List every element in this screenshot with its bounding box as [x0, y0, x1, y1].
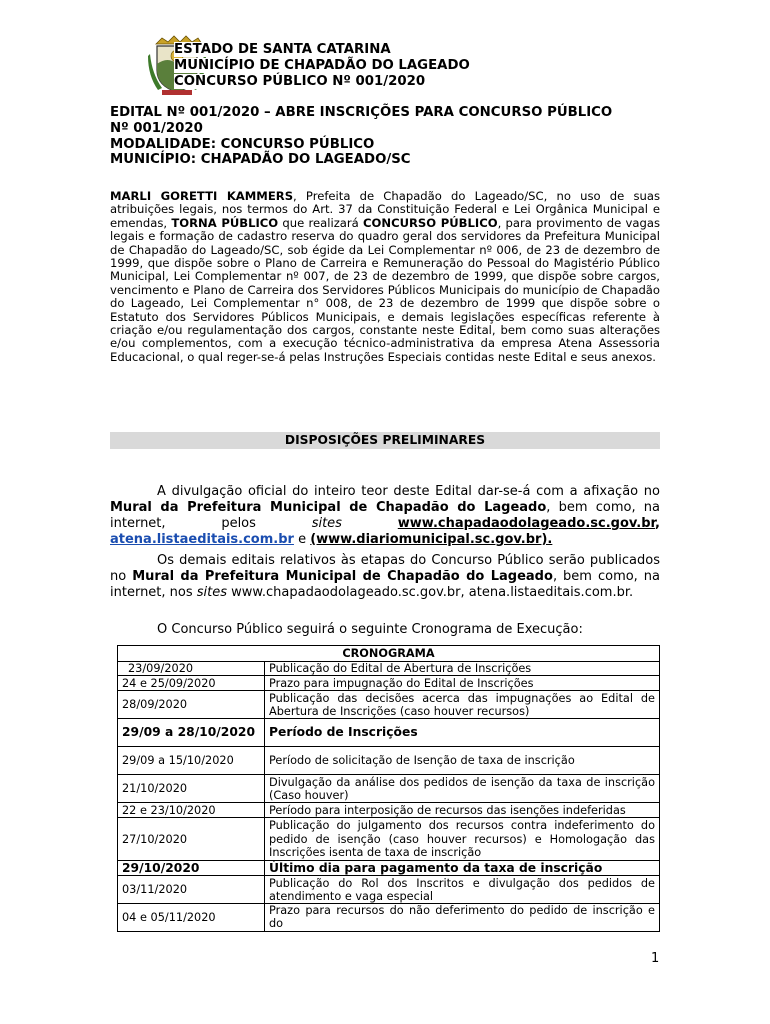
intro-paragraph: MARLI GORETTI KAMMERS, Prefeita de Chapadão do Lageado/SC, no uso de suas atribuições legais, nos termos do Art. 37 da Constituição Federal e Lei Orgânica Municipal e emendas, TORNA PÚBLICO que realizará CONCURSO PÚBLICO, para provimento de vagas legais e formação de cadastro reserva do quadro geral dos servidores da Prefeitura Municipal de Chapadão do Lageado/SC, sob égide da Lei Complementar nº 006, de 23 de dezembro de 1999, que dispõe sobre o Plano de Carreira e Remuneração do Pessoal do Magistério Público Municipal, Lei Complementar nº 007, de 23 de dezembro de 1999, que dispõe sobre cargos, vencimento e Plano de Carreira dos Servidores Públicos Municipais do município de Chapadão do Lageado, Lei Complementar n° 008, de 23 de dezembro de 1999 que dispõe sobre o Estatuto dos Servidores Públicos Municipais, e demais legislações específicas referente à criação e/ou regulamentação dos cargos, constante neste Edital, bem como suas alterações e/ou complementos, com a execução técnico-administrativa da empresa Atena Assessoria Educacional, o qual reger-se-á pelas Instruções Especiais contidas neste Edital e seus anexos.	[110, 189, 661, 364]
paragraph-other-edicts: Os demais editais relativos às etapas do Concurso Público serão publicados no Mural da Prefeitura Municipal de Chapadão do Lageado, bem como, na internet, nos sites www.chapadaodolageado.sc.gov.br, atena.listaeditais.com.br.	[110, 553, 661, 600]
schedule-description: Período para interposição de recursos das isenções indeferidas	[265, 803, 660, 818]
table-row	[118, 861, 660, 876]
schedule-description: Publicação do Edital de Abertura de Inscrições	[265, 662, 660, 676]
table-row	[118, 818, 660, 861]
paragraph-official-disclosure: A divulgação oficial do inteiro teor deste Edital dar-se-á com a afixação no Mural da Prefeitura Municipal de Chapadão do Lageado, bem como, na internet, pelos sites www.chapadaodolageado.sc.gov.br, atena.listaeditais.com.br e (www.diariomunicipal.sc.gov.br).	[110, 484, 660, 547]
header-state: ESTADO DE SANTA CATARINA	[174, 42, 391, 57]
title-line: Nº 001/2020	[110, 120, 203, 136]
schedule-date: 24 e 25/09/2020	[118, 676, 265, 691]
header-municipality: MUNICÍPIO DE CHAPADÃO DO LAGEADO	[174, 58, 470, 73]
table-row	[118, 676, 660, 691]
table-row	[118, 904, 660, 931]
schedule-date: 04 e 05/11/2020	[118, 904, 265, 931]
schedule-table	[117, 645, 660, 932]
table-row	[118, 876, 660, 904]
link-chapadao-site[interactable]: www.chapadaodolageado.sc.gov.br	[397, 515, 656, 531]
schedule-description: Divulgação da análise dos pedidos de isenção da taxa de inscrição (Caso houver)	[265, 775, 660, 803]
mayor-name: MARLI GORETTI KAMMERS	[110, 189, 294, 203]
schedule-description: Último dia para pagamento da taxa de inscrição	[265, 861, 660, 876]
schedule-date: 29/10/2020	[118, 861, 265, 876]
schedule-table-header: CRONOGRAMA	[118, 646, 660, 662]
schedule-date: 23/09/2020	[118, 662, 265, 676]
table-row	[118, 775, 660, 803]
schedule-description: Prazo para impugnação do Edital de Inscrições	[265, 676, 660, 691]
schedule-description: Período de solicitação de Isenção de taxa de inscrição	[265, 747, 660, 775]
paragraph-schedule-intro: O Concurso Público seguirá o seguinte Cronograma de Execução:	[157, 622, 583, 637]
edital-title	[110, 105, 662, 168]
schedule-date: 29/09 a 28/10/2020	[118, 719, 265, 747]
schedule-description: Publicação das decisões acerca das impugnações ao Edital de Abertura de Inscrições (caso houver recursos)	[265, 691, 660, 719]
schedule-description: Publicação do Rol dos Inscritos e divulgação dos pedidos de atendimento e vaga especial	[265, 876, 660, 904]
schedule-date: 22 e 23/10/2020	[118, 803, 265, 818]
table-row	[118, 719, 660, 747]
schedule-date: 27/10/2020	[118, 818, 265, 861]
schedule-description: Período de Inscrições	[265, 719, 660, 747]
title-line: EDITAL Nº 001/2020 – ABRE INSCRIÇÕES PARA CONCURSO PÚBLICO	[110, 105, 613, 120]
schedule-date: 29/09 a 15/10/2020	[118, 747, 265, 775]
link-diario-municipal[interactable]: (www.diariomunicipal.sc.gov.br).	[310, 531, 553, 547]
schedule-description: Prazo para recursos do não deferimento do pedido de inscrição e do	[265, 904, 660, 931]
title-line: MUNICÍPIO: CHAPADÃO DO LAGEADO/SC	[110, 152, 411, 168]
table-row	[118, 747, 660, 775]
section-heading: DISPOSIÇÕES PRELIMINARES	[110, 432, 660, 449]
schedule-date: 21/10/2020	[118, 775, 265, 803]
table-row	[118, 803, 660, 818]
table-row	[118, 691, 660, 719]
table-row	[118, 662, 660, 676]
schedule-date: 28/09/2020	[118, 691, 265, 719]
link-atena-site[interactable]: atena.listaeditais.com.br	[110, 531, 294, 547]
schedule-date: 03/11/2020	[118, 876, 265, 904]
page-number: 1	[651, 951, 660, 966]
schedule-description: Publicação do julgamento dos recursos contra indeferimento do pedido de isenção (caso houver recursos) e Homologação das Inscrições isenta de taxa de inscrição	[265, 818, 660, 861]
title-line: MODALIDADE: CONCURSO PÚBLICO	[110, 136, 375, 152]
header-contest: CONCURSO PÚBLICO Nº 001/2020	[174, 74, 426, 89]
